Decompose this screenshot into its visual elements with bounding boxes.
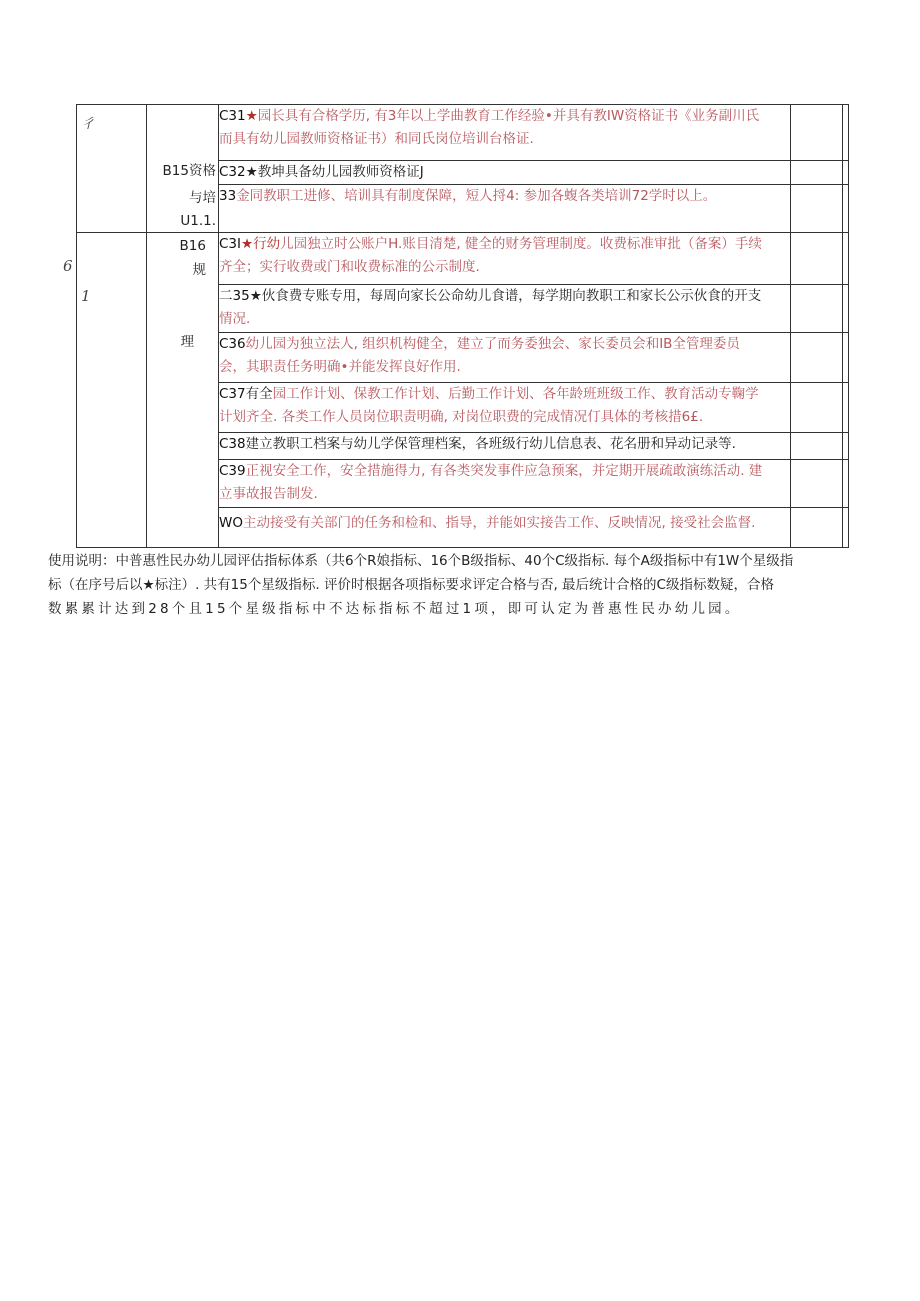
c-indicator-cell bbox=[219, 460, 791, 508]
c-indicator-text: 计划齐全. 各类工作人员岗位职责明确, 对岗位职费的完成情况仃具体的考核措6£. bbox=[219, 409, 704, 425]
c-indicator-code: C32 bbox=[219, 164, 246, 180]
c-indicator-lead: 行幼 bbox=[253, 236, 281, 252]
c-indicator-code: C3I bbox=[219, 236, 241, 252]
score-cell bbox=[791, 285, 843, 333]
score-cell bbox=[791, 161, 843, 185]
score-cell bbox=[791, 460, 843, 508]
remark-cell bbox=[843, 433, 849, 460]
c-indicator-cell bbox=[219, 508, 791, 548]
c-indicator-cell bbox=[219, 285, 791, 333]
remark-cell bbox=[843, 508, 849, 548]
c-indicator-cell bbox=[219, 233, 791, 285]
c-indicator-code: C36 bbox=[219, 336, 246, 352]
b-indicator-label: U1.1. bbox=[180, 213, 216, 229]
c-indicator-code: C31 bbox=[219, 108, 246, 124]
c-indicator-text: 立事故报告制发. bbox=[219, 486, 318, 502]
b-indicator-cell bbox=[147, 233, 219, 548]
c-indicator-text: 正视安全工作，安全措施得力, 有各类突发事件应急预案，并定期开展疏敢演练活动. 建 bbox=[245, 463, 763, 479]
c-indicator-cell bbox=[219, 333, 791, 383]
score-cell bbox=[791, 105, 843, 161]
remark-cell bbox=[843, 233, 849, 285]
c-indicator-text: 建立教职工档案与幼儿学保管理档案，各班级行幼儿信息表、花名册和异动记录等. bbox=[245, 436, 736, 452]
remark-cell bbox=[843, 333, 849, 383]
remark-cell bbox=[843, 185, 849, 233]
c-indicator-text: 齐全；实行收费或门和收费标准的公示制度. bbox=[219, 259, 480, 275]
c-indicator-text: 教坤具备幼儿园教师资格证J bbox=[257, 164, 424, 180]
c-indicator-code: 二35 bbox=[219, 288, 250, 304]
score-cell bbox=[791, 433, 843, 460]
a-index-mark: 彳 bbox=[81, 116, 95, 132]
score-cell bbox=[791, 508, 843, 548]
c-indicator-cell bbox=[219, 105, 791, 161]
star-icon: ★ bbox=[249, 288, 262, 304]
c-indicator-code: C38 bbox=[219, 436, 246, 452]
a-index-cell bbox=[77, 105, 147, 233]
c-indicator-text: 金同教职工进修、培训具有制度保障，短人捋4: 参加各蝮各类培训72学时以上。 bbox=[236, 188, 717, 204]
a-index-mark: 1 bbox=[81, 287, 91, 305]
c-indicator-cell bbox=[219, 161, 791, 185]
usage-note bbox=[48, 549, 876, 621]
score-cell bbox=[791, 333, 843, 383]
evaluation-table bbox=[63, 104, 849, 548]
star-icon: ★ bbox=[241, 236, 254, 252]
score-cell bbox=[791, 185, 843, 233]
c-indicator-text: 幼儿园为独立法人, 组织机构健全，建立了而务委独会、家长委员会和IB全管理委员 bbox=[245, 336, 740, 352]
usage-note-line: 数累累计达到28个且15个星级指标中不达标指标不超过1项，即可认定为普惠性民办幼儿园。 bbox=[48, 601, 742, 617]
c-indicator-text: 园工作计划、保教工作计划、后勤工作计划、各年龄班班级工作、教育活动专鞠学 bbox=[272, 386, 759, 402]
table-row bbox=[77, 233, 849, 285]
usage-note-line: 标（在序号后以★标注）. 共有15个星级指标. 评价时根据各项指标要求评定合格与否, 最后统计合格的C级指标数疑，合格 bbox=[48, 577, 774, 593]
c-indicator-text: 情况. bbox=[219, 311, 251, 327]
c-indicator-text: 儿园独立时公账户H.账目清楚, 健全的财务管理制度。收费标准审批（备案）手续 bbox=[280, 236, 762, 252]
b-indicator-label: 理 bbox=[180, 334, 194, 350]
c-indicator-lead: 有全 bbox=[245, 386, 273, 402]
remark-cell bbox=[843, 460, 849, 508]
score-cell bbox=[791, 233, 843, 285]
b-indicator-label: 与培 bbox=[189, 190, 216, 206]
remark-cell bbox=[843, 383, 849, 433]
c-indicator-text: 会，其职责任务明确•并能发挥良好作用. bbox=[219, 359, 461, 375]
a-index-cell bbox=[63, 233, 147, 548]
remark-cell bbox=[843, 285, 849, 333]
c-indicator-cell bbox=[219, 383, 791, 433]
c-indicator-text: 而具有幼儿园教师资格证书）和同氏岗位培训台格证. bbox=[219, 131, 534, 147]
c-indicator-text: 园长具有合格学历, 有3年以上学曲教育工作经验•并具有教IW资格证书《业务副川氏 bbox=[257, 108, 760, 124]
b-indicator-label: B16 bbox=[179, 238, 206, 254]
c-indicator-code: 33 bbox=[219, 188, 237, 204]
c-indicator-text: 伙食费专账专用，每周向家长公命幼儿食谱，每学期向教职工和家长公示伙食的开支 bbox=[261, 288, 762, 304]
remark-cell bbox=[843, 161, 849, 185]
star-icon: ★ bbox=[245, 108, 258, 124]
b-indicator-label: 规 bbox=[192, 262, 206, 278]
remark-cell bbox=[843, 105, 849, 161]
usage-note-line: 使用说明：中普惠性民办幼儿园评估指标体系（共6个R娘指标、16个B级指标、40个C级指标. 每个A级指标中有1W个星级指 bbox=[48, 553, 794, 569]
score-cell bbox=[791, 383, 843, 433]
a-index-mark: 6 bbox=[63, 257, 73, 275]
c-indicator-cell bbox=[219, 433, 791, 460]
table-row bbox=[77, 105, 849, 161]
c-indicator-code: C39 bbox=[219, 463, 246, 479]
c-indicator-code: WO bbox=[219, 515, 243, 531]
c-indicator-text: 主动接受有关部门的任务和检和、指导，并能如实接告工作、反映情况, 接受社会监督. bbox=[242, 515, 756, 531]
star-icon: ★ bbox=[245, 164, 258, 180]
b-indicator-label: B15资格 bbox=[162, 163, 216, 179]
c-indicator-code: C37 bbox=[219, 386, 246, 402]
c-indicator-cell bbox=[219, 185, 791, 233]
b-indicator-cell bbox=[147, 105, 219, 233]
